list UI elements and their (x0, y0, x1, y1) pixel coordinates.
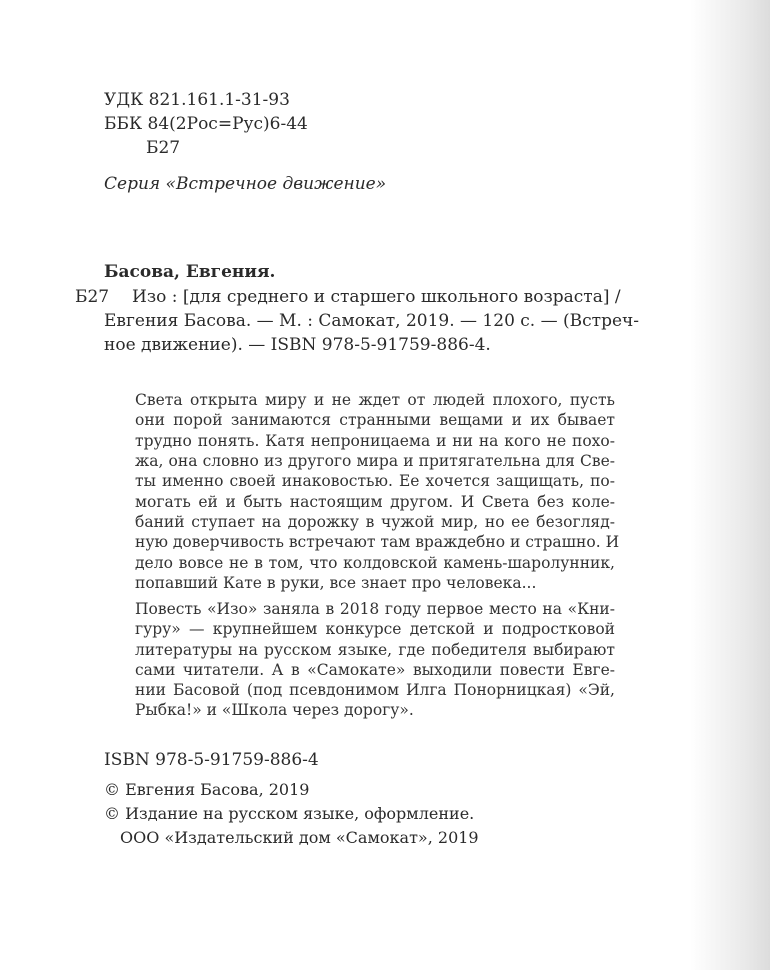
author-code: Б27 (146, 138, 181, 158)
bib-line: Изо : [для среднего и старшего школьного возраста] / (132, 287, 621, 307)
abstract-line: Рыбка!» и «Школа через дорогу». (135, 701, 414, 719)
abstract-line: нии Басовой (под псевдонимом Илга Понорницкая) «Эй, (135, 681, 615, 699)
abstract-line: ты именно своей инаковостью. Ее хочется защищать, по- (135, 472, 615, 490)
author-name: Басова, Евгения. (104, 262, 276, 282)
abstract-line: Света открыта миру и не ждет от людей плохого, пусть (135, 391, 615, 409)
abstract-line: жа, она словно из другого мира и притягательна для Све- (135, 452, 615, 470)
udk-code: УДК 821.161.1-31-93 (104, 90, 290, 110)
abstract-line: они порой занимаются странными вещами и их бывает (135, 411, 615, 429)
page-edge-shadow (690, 0, 770, 970)
copyright-publisher-name: ООО «Издательский дом «Самокат», 2019 (120, 828, 479, 847)
abstract-line: Повесть «Изо» заняла в 2018 году первое место на «Кни- (135, 600, 615, 618)
abstract-line: трудно понять. Катя непроницаема и ни на кого не похо- (135, 432, 615, 450)
bib-code: Б27 (75, 287, 110, 307)
isbn: ISBN 978-5-91759-886-4 (104, 750, 319, 770)
series-title: Серия «Встречное движение» (104, 174, 387, 194)
abstract-line: баний ступает на дорожку в чужой мир, но ее безогляд- (135, 513, 615, 531)
bib-line: ное движение). — ISBN 978-5-91759-886-4. (104, 335, 491, 355)
abstract-line: могать ей и быть настоящим другом. И Света без коле- (135, 493, 615, 511)
abstract-line: ную доверчивость встречают там враждебно и страшно. И (135, 533, 620, 551)
copyright-publisher: © Издание на русском языке, оформление. (104, 804, 475, 823)
abstract-line: попавший Кате в руки, все знает про человека... (135, 574, 537, 592)
abstract-line: сами читатели. А в «Самокате» выходили повести Евге- (135, 661, 615, 679)
bbk-code: ББК 84(2Рос=Рус)6-44 (104, 114, 308, 134)
abstract-line: гуру» — крупнейшем конкурсе детской и подростковой (135, 620, 615, 638)
bib-line: Евгения Басова. — М. : Самокат, 2019. — 120 с. — (Встреч- (104, 311, 639, 331)
copyright-author: © Евгения Басова, 2019 (104, 780, 310, 799)
abstract-line: дело вовсе не в том, что колдовской камень-шаролунник, (135, 554, 615, 572)
abstract-line: литературы на русском языке, где победителя выбирают (135, 641, 615, 659)
